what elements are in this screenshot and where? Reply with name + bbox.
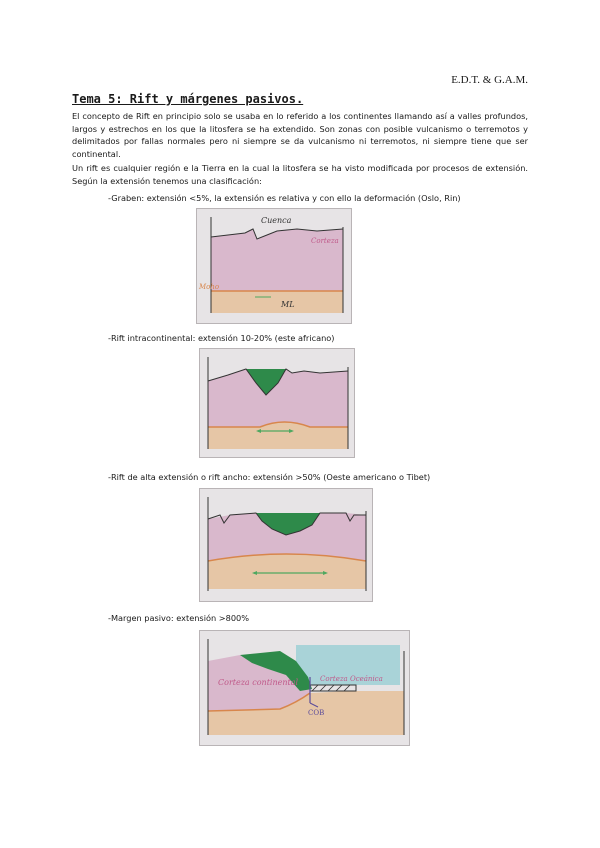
passive-margin-diagram bbox=[199, 630, 410, 746]
page-header-authors: E.D.T. & G.A.M. bbox=[451, 74, 528, 86]
corteza-oceanica-label: Corteza Oceánica bbox=[320, 675, 383, 683]
cuenca-label: Cuenca bbox=[261, 216, 292, 225]
wide-rift-item: -Rift de alta extensión o rift ancho: extensión >50% (Oeste americano o Tibet) bbox=[108, 472, 431, 482]
moho-label: Moho bbox=[199, 283, 220, 291]
corteza-label: Corteza bbox=[311, 237, 339, 245]
cob-label: COB bbox=[308, 709, 325, 717]
passive-margin-item: -Margen pasivo: extensión >800% bbox=[108, 613, 250, 623]
graben-item: -Graben: extensión <5%, la extensión es relativa y con ello la deformación (Oslo, Rin) bbox=[108, 193, 461, 203]
wide-rift-diagram bbox=[199, 488, 373, 602]
intracontinental-item: -Rift intracontinental: extensión 10-20% (este africano) bbox=[108, 333, 335, 343]
corteza-continental-label: Corteza continental bbox=[218, 678, 299, 687]
intracontinental-rift-diagram bbox=[199, 348, 355, 458]
definition-paragraph: Un rift es cualquier región e la Tierra en la cual la litosfera se ha visto modificada por procesos de extensión. Según la extensión tenemos una clasificación: bbox=[72, 163, 528, 186]
page-title: Tema 5: Rift y márgenes pasivos. bbox=[72, 92, 304, 106]
graben-diagram bbox=[196, 208, 352, 324]
ml-label: ML bbox=[281, 300, 295, 309]
intro-paragraph: El concepto de Rift en principio solo se usaba en lo referido a los continentes llamando así a valles profundos, largos y estrechos en los que la litosfera se ha extendido. Son zonas con posible vulcanismo o terremotos y delimitados por fallas normales pero ni siempre se da vulcanismo ni terremotos, ni siempre tiene que ser continental. bbox=[72, 111, 528, 159]
